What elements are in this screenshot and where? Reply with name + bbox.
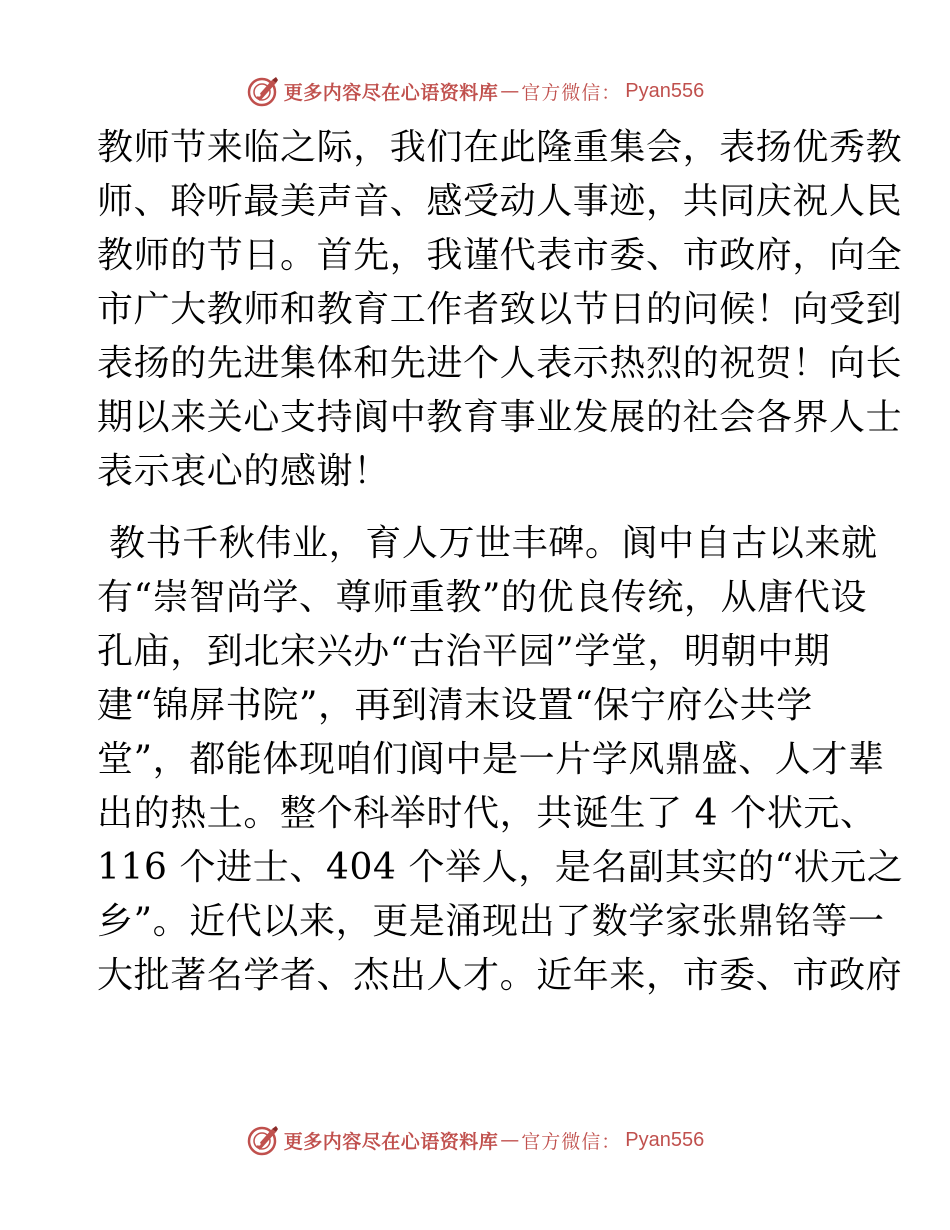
text-line: 116 个进士、404 个举人，是名副其实的“状元之 [97, 847, 904, 888]
text-line: 有“崇智尚学、尊师重教”的优良传统，从唐代设 [97, 577, 868, 618]
text-line: 乡”。近代以来，更是涌现出了数学家张鼎铭等一 [97, 901, 885, 942]
text-line: 建“锦屏书院”，再到清末设置“保宁府公共学 [97, 685, 813, 726]
text-line: 教师的节日。首先，我谨代表市委、市政府，向全 [97, 235, 903, 276]
watermark-separator: — [500, 80, 520, 102]
watermark-wechat-id: Pyan556 [625, 79, 705, 102]
paragraph-1 [97, 121, 903, 499]
footer-watermark [0, 1120, 950, 1160]
watermark-wechat-id: Pyan556 [625, 1128, 705, 1151]
pen-nib-logo-icon [246, 74, 280, 108]
text-line: 教书千秋伟业，育人万世丰碑。阆中自古以来就 [97, 523, 878, 564]
text-line: 市广大教师和教育工作者致以节日的问候！向受到 [97, 289, 903, 330]
paragraph-gap [97, 499, 857, 517]
text-line: 出的热土。整个科举时代，共诞生了 4 个状元、 [97, 793, 877, 834]
pen-nib-logo-icon [246, 1123, 280, 1157]
text-line: 大批著名学者、杰出人才。近年来，市委、市政府 [97, 955, 903, 996]
text-line: 期以来关心支持阆中教育事业发展的社会各界人士 [97, 397, 903, 438]
text-line: 师、聆听最美声音、感受动人事迹，共同庆祝人民 [97, 181, 903, 222]
text-line: 表示衷心的感谢！ [97, 451, 390, 492]
text-line: 孔庙，到北宋兴办“古治平园”学堂，明朝中期 [97, 631, 831, 672]
watermark-site-text: 更多内容尽在心语资料库 [283, 81, 499, 104]
text-line: 表扬的先进集体和先进个人表示热烈的祝贺！向长 [97, 343, 903, 384]
text-line: 堂”，都能体现咱们阆中是一片学风鼎盛、人才辈 [97, 739, 885, 780]
text-line: 教师节来临之际，我们在此隆重集会，表扬优秀教 [97, 127, 903, 168]
paragraph-2 [97, 517, 904, 1003]
document-body [97, 121, 904, 1003]
watermark-separator: — [500, 1129, 520, 1151]
header-watermark [0, 71, 950, 111]
watermark-official-label: 官方微信： [521, 1130, 622, 1153]
watermark-site-text: 更多内容尽在心语资料库 [283, 1130, 499, 1153]
watermark-official-label: 官方微信： [521, 81, 622, 104]
